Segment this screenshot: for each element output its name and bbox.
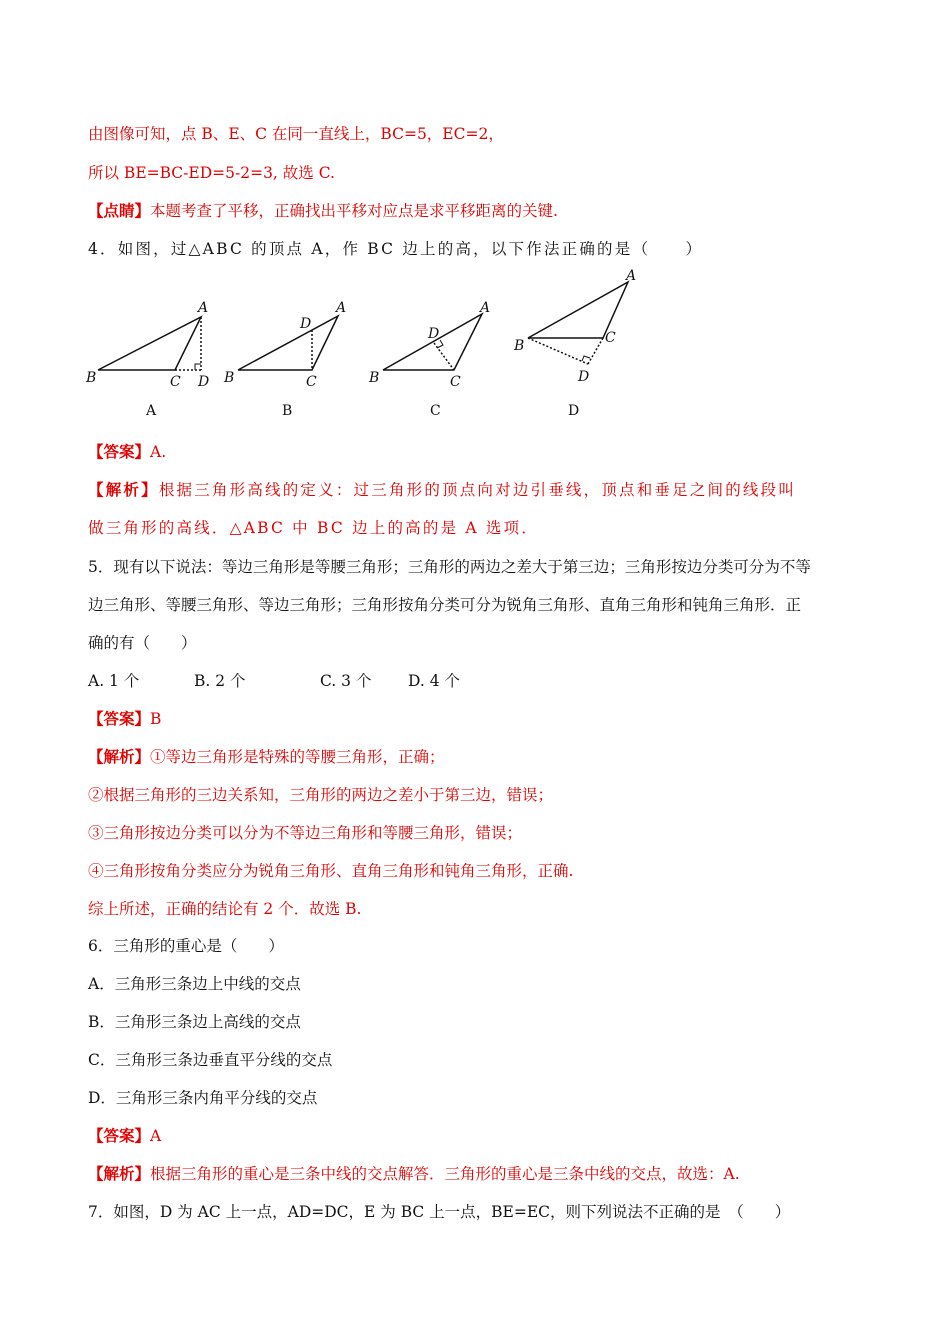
fig-caption-a: A	[146, 403, 157, 419]
q5-analysis-3: ③三角形按边分类可以分为不等边三角形和等腰三角形，错误；	[88, 824, 523, 842]
q6-analysis	[88, 1164, 740, 1184]
figure-a	[98, 317, 201, 370]
q5-analysis-2: ②根据三角形的三边关系知，三角形的两边之差小于第三边，错误；	[88, 786, 554, 804]
fig-caption-b: B	[282, 403, 293, 419]
answer-text: A.	[150, 443, 167, 461]
fig-caption-c: C	[430, 403, 441, 419]
q4-analysis-1	[88, 480, 796, 500]
answer-text: B	[150, 710, 162, 728]
fig-b-label-c: C	[306, 374, 317, 390]
comment-tag: 【点睛】	[88, 201, 151, 220]
q6-stem: 6．三角形的重心是（ ）	[88, 937, 284, 955]
q6-option-a: A．三角形三条边上中线的交点	[88, 975, 301, 993]
q6-answer	[88, 1126, 161, 1146]
fig-d-label-d: D	[578, 369, 590, 385]
fig-d-label-a: A	[626, 268, 637, 284]
analysis-text: 根据三角形高线的定义：过三角形的顶点向对边引垂线，顶点和垂足之间的线段叫	[158, 481, 797, 499]
q7-stem: 7．如图，D 为 AC 上一点，AD=DC，E 为 BC 上一点，BE=EC，则下列说法不正确的是 （ ）	[88, 1203, 791, 1221]
q5-analysis-1	[88, 747, 445, 767]
q5-stem-2: 边三角形、等腰三角形、等边三角形；三角形按角分类可分为锐角三角形、直角三角形和钝角三角形．正	[88, 596, 802, 614]
fig-a-label-c: C	[170, 374, 181, 390]
fig-d-label-b: B	[514, 338, 525, 354]
q4-analysis-2: 做三角形的高线．△ABC 中 BC 边上的高的是 A 选项．	[88, 519, 540, 537]
analysis-tag: 【解析】	[88, 1164, 151, 1183]
answer-tag: 【答案】	[88, 709, 151, 728]
q5-stem-1: 5．现有以下说法：等边三角形是等腰三角形；三角形的两边之差大于第三边；三角形按边分类可分为不等	[88, 558, 811, 576]
fig-c-label-d: D	[428, 326, 440, 342]
figure-c	[383, 314, 482, 370]
fig-d-label-c: C	[605, 330, 616, 346]
fig-caption-d: D	[568, 403, 580, 419]
answer-tag: 【答案】	[88, 442, 151, 461]
fig-a-label-a: A	[198, 300, 209, 316]
q3-line-1: 由图像可知，点 B、E、C 在同一直线上，BC=5，EC=2，	[88, 125, 504, 143]
comment-text: 本题考查了平移，正确找出平移对应点是求平移距离的关键.	[150, 202, 558, 220]
q5-option-c: C. 3 个	[320, 672, 372, 690]
analysis-tag: 【解析】	[88, 747, 151, 766]
q3-line-2: 所以 BE=BC-ED=5-2=3, 故选 C.	[88, 164, 335, 182]
q5-option-d: D. 4 个	[408, 672, 461, 690]
q5-answer	[88, 709, 161, 729]
fig-b-label-a: A	[336, 300, 347, 316]
q5-option-a: A. 1 个	[88, 672, 140, 690]
q4-figures	[0, 268, 950, 398]
q3-comment	[88, 201, 558, 221]
fig-c-label-b: B	[369, 370, 380, 386]
q5-option-b: B. 2 个	[194, 672, 246, 690]
analysis-text: 根据三角形的重心是三条中线的交点解答．三角形的重心是三条中线的交点，故选：A.	[150, 1165, 740, 1183]
q5-analysis-4: ④三角形按角分类应分为锐角三角形、直角三角形和钝角三角形，正确.	[88, 862, 574, 880]
analysis-tag: 【解析】	[88, 480, 159, 499]
fig-a-label-b: B	[86, 370, 97, 386]
fig-b-label-b: B	[224, 370, 235, 386]
analysis-text: ①等边三角形是特殊的等腰三角形，正确；	[150, 748, 445, 766]
q6-option-c: C．三角形三条边垂直平分线的交点	[88, 1051, 333, 1069]
q5-analysis-5: 综上所述，正确的结论有 2 个．故选 B.	[88, 900, 362, 918]
answer-tag: 【答案】	[88, 1126, 151, 1145]
q4-answer	[88, 442, 166, 462]
fig-c-label-a: A	[480, 300, 491, 316]
figure-d	[528, 282, 628, 364]
q5-stem-3: 确的有（ ）	[88, 634, 197, 652]
q6-option-d: D．三角形三条内角平分线的交点	[88, 1089, 318, 1107]
fig-a-label-d: D	[198, 374, 210, 390]
q6-option-b: B．三角形三条边上高线的交点	[88, 1013, 301, 1031]
fig-b-label-d: D	[300, 316, 312, 332]
figure-b	[238, 316, 338, 370]
q4-stem: 4．如图，过△ABC 的顶点 A，作 BC 边上的高，以下作法正确的是（ ）	[88, 240, 704, 258]
fig-c-label-c: C	[450, 374, 461, 390]
answer-text: A	[150, 1127, 162, 1145]
